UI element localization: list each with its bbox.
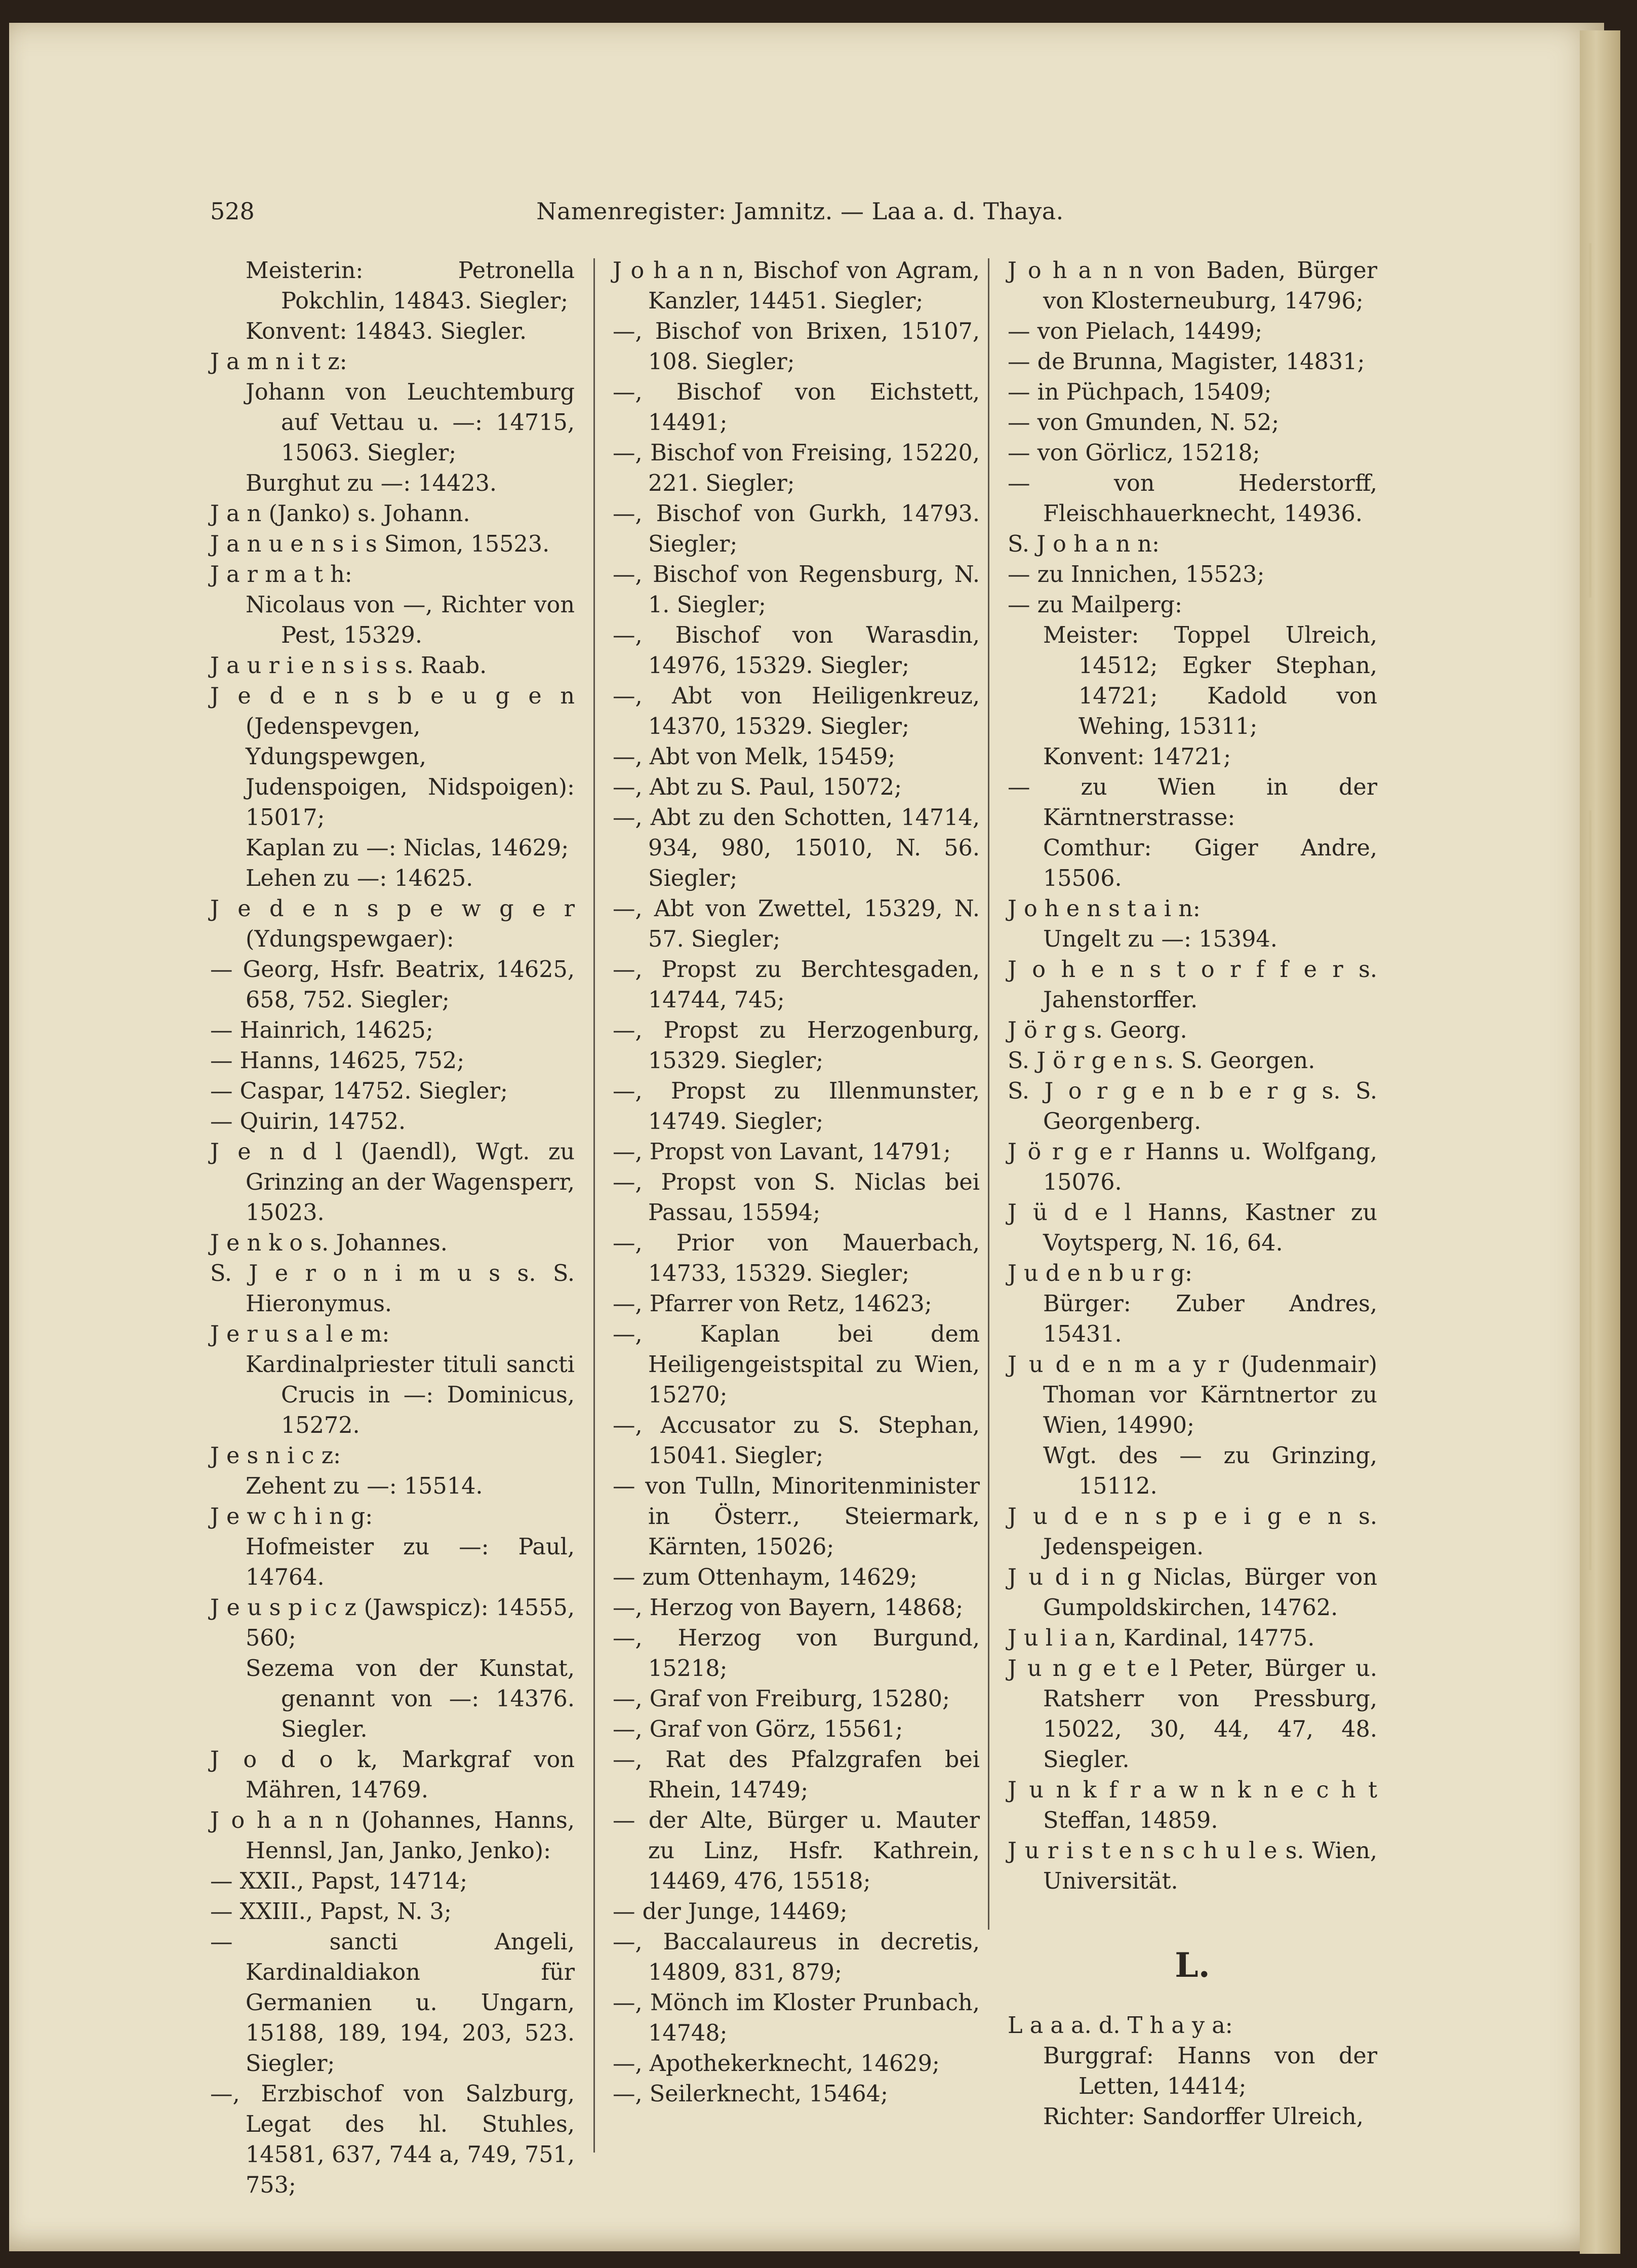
index-entry: J e n d l (Jaendl), Wgt. zu Grinzing an der Wagensperr, 15023.: [210, 1139, 575, 1226]
index-entry: —, Abt zu den Schotten, 14714, 934, 980, 15010, N. 56. Siegler;: [613, 805, 980, 891]
index-entry: S. J o r g e n b e r g s. S. Georgenberg.: [1008, 1078, 1377, 1135]
index-entry: J o h a n n (Johannes, Hanns, Hennsl, Jan, Janko, Jenko):: [210, 1808, 575, 1864]
index-entry: Comthur: Giger Andre, 15506.: [1043, 835, 1377, 891]
index-entry: Bürger: Zuber Andres, 15431.: [1043, 1291, 1377, 1347]
index-entry: —, Bischof von Brixen, 15107, 108. Siegler;: [613, 319, 980, 375]
index-entry: — der Alte, Bürger u. Mauter zu Linz, Hsfr. Kathrein, 14469, 476, 15518;: [613, 1808, 980, 1894]
index-entry: — XXIII., Papst, N. 3;: [210, 1899, 452, 1925]
index-entry: J a u r i e n s i s s. Raab.: [210, 653, 487, 679]
index-entry: —, Propst zu Berchtesgaden, 14744, 745;: [613, 957, 980, 1013]
index-entry: Richter: Sandorffer Ulreich,: [1043, 2104, 1364, 2130]
index-entry: —, Bischof von Regensburg, N. 1. Siegler;: [613, 562, 980, 618]
index-entry: —, Bischof von Warasdin, 14976, 15329. Siegler;: [613, 622, 980, 679]
index-entry: —, Propst zu Herzogenburg, 15329. Siegler;: [613, 1018, 980, 1074]
index-entry: —, Propst von S. Niclas bei Passau, 15594;: [613, 1169, 980, 1226]
index-entry: Kardinalpriester tituli sancti Crucis in —: Dominicus, 15272.: [246, 1352, 575, 1438]
index-entry: J e s n i c z:: [210, 1443, 341, 1469]
index-entry: —, Propst zu Illenmunster, 14749. Siegler;: [613, 1078, 980, 1135]
index-entry: —, Herzog von Bayern, 14868;: [613, 1595, 964, 1621]
index-entry: —, Graf von Freiburg, 15280;: [613, 1686, 950, 1712]
index-entry: S. J o h a n n:: [1008, 531, 1160, 557]
index-entry: Konvent: 14721;: [1043, 744, 1231, 770]
index-entry: — Quirin, 14752.: [210, 1109, 406, 1135]
index-entry: J a n (Janko) s. Johann.: [210, 501, 470, 527]
index-entry: — von Görlicz, 15218;: [1008, 440, 1260, 466]
index-entry: J u d e n m a y r (Judenmair) Thoman vor Kärntnertor zu Wien, 14990;: [1008, 1352, 1377, 1438]
index-entry: J u r i s t e n s c h u l e s. Wien, Universität.: [1008, 1838, 1377, 1894]
index-entry: J e d e n s p e w g e r (Ydungspewgaer):: [210, 896, 575, 952]
index-entry: —, Accusator zu S. Stephan, 15041. Siegler;: [613, 1413, 980, 1469]
index-entry: L a a a. d. T h a y a:: [1008, 2013, 1233, 2039]
index-entry: Meister: Toppel Ulreich, 14512; Egker Stephan, 14721; Kadold von Wehing, 15311;: [1043, 622, 1377, 739]
index-entry: — von Pielach, 14499;: [1008, 319, 1263, 344]
index-entry: —, Apothekerknecht, 14629;: [613, 2051, 940, 2077]
index-entry: — von Tulln, Minoritenminister in Österr., Steiermark, Kärnten, 15026;: [613, 1473, 980, 1560]
index-entry: — von Hederstorff, Fleischhauerknecht, 14936.: [1008, 471, 1377, 527]
index-entry: — sancti Angeli, Kardinaldiakon für Germanien u. Ungarn, 15188, 189, 194, 203, 523. Siegler;: [210, 1929, 575, 2077]
index-entry: J o h e n s t a i n:: [1008, 896, 1201, 922]
index-entry: J a r m a t h:: [210, 562, 352, 588]
index-entry: S. J ö r g e n s. S. Georgen.: [1008, 1048, 1315, 1074]
index-entry: J ö r g e r Hanns u. Wolfgang, 15076.: [1008, 1139, 1377, 1195]
index-entry: J u d e n s p e i g e n s. Jedenspeigen.: [1008, 1504, 1377, 1560]
index-entry: —, Bischof von Freising, 15220, 221. Siegler;: [613, 440, 980, 496]
binding-thread: [1589, 810, 1591, 1570]
column-divider: [593, 258, 595, 2153]
index-entry: —, Baccalaureus in decretis, 14809, 831, 879;: [613, 1929, 980, 1985]
index-entry: — zu Innichen, 15523;: [1008, 562, 1265, 588]
index-entry: J e n k o s. Johannes.: [210, 1230, 448, 1256]
page-number: 528: [210, 198, 255, 225]
index-entry: J o h e n s t o r f f e r s. Jahenstorffer.: [1008, 957, 1377, 1013]
index-entry: —, Erzbischof von Salzburg, Legat des hl. Stuhles, 14581, 637, 744 a, 749, 751, 753;: [210, 2081, 575, 2198]
index-entry: Meisterin: Petronella Pokchlin, 14843. Siegler;: [246, 258, 575, 314]
index-entry: — Hainrich, 14625;: [210, 1018, 433, 1043]
index-entry: —, Abt von Zwettel, 15329, N. 57. Siegler;: [613, 896, 980, 952]
index-entry: — von Gmunden, N. 52;: [1008, 410, 1280, 436]
index-entry: Johann von Leuchtemburg auf Vettau u. —: 14715, 15063. Siegler;: [246, 379, 575, 466]
binding-edge: [1580, 30, 1620, 2254]
index-entry: Sezema von der Kunstat, genannt von —: 14376. Siegler.: [246, 1656, 575, 1742]
index-entry: — de Brunna, Magister, 14831;: [1008, 349, 1365, 375]
index-entry: — Caspar, 14752. Siegler;: [210, 1078, 508, 1104]
index-entry: Hofmeister zu —: Paul, 14764.: [246, 1534, 575, 1590]
index-entry: —, Abt zu S. Paul, 15072;: [613, 774, 902, 800]
index-entry: — zu Wien in der Kärntnerstrasse:: [1008, 774, 1377, 831]
index-entry: — Georg, Hsfr. Beatrix, 14625, 658, 752. Siegler;: [210, 957, 575, 1013]
index-entry: J ü d e l Hanns, Kastner zu Voytsperg, N. 16, 64.: [1008, 1200, 1377, 1256]
index-entry: —, Herzog von Burgund, 15218;: [613, 1625, 980, 1682]
index-entry: —, Rat des Pfalzgrafen bei Rhein, 14749;: [613, 1747, 980, 1803]
index-entry: J u d e n b u r g:: [1008, 1261, 1193, 1286]
index-entry: J u n g e t e l Peter, Bürger u. Ratsherr von Pressburg, 15022, 30, 44, 47, 48. Siegler.: [1008, 1656, 1377, 1773]
index-entry: — Hanns, 14625, 752;: [210, 1048, 465, 1074]
binding-thread: [1589, 243, 1591, 598]
index-entry: Burggraf: Hanns von der Letten, 14414;: [1043, 2043, 1377, 2099]
index-entry: —, Bischof von Eichstett, 14491;: [613, 379, 980, 436]
index-entry: — XXII., Papst, 14714;: [210, 1868, 468, 1894]
index-entry: —, Seilerknecht, 15464;: [613, 2081, 888, 2107]
index-entry: J e d e n s b e u g e n (Jedenspevgen, Ydungspewgen, Judenspoigen, Nidspoigen): 15017;: [210, 683, 575, 831]
index-column-3: [1008, 256, 1377, 2132]
index-entry: Nicolaus von —, Richter von Pest, 15329.: [246, 592, 575, 648]
running-title: Namenregister: Jamnitz. — Laa a. d. Thaya.: [536, 198, 1064, 225]
index-entry: J o h a n n von Baden, Bürger von Klosterneuburg, 14796;: [1008, 258, 1377, 314]
index-entry: J a m n i t z:: [210, 349, 347, 375]
index-entry: J o d o k, Markgraf von Mähren, 14769.: [210, 1747, 575, 1803]
index-entry: —, Abt von Heiligenkreuz, 14370, 15329. Siegler;: [613, 683, 980, 739]
index-entry: Wgt. des — zu Grinzing, 15112.: [1043, 1443, 1377, 1499]
index-entry: Lehen zu —: 14625.: [246, 866, 473, 891]
index-entry: S. J e r o n i m u s s. S. Hieronymus.: [210, 1261, 575, 1317]
index-entry: J e r u s a l e m:: [210, 1321, 390, 1347]
index-entry: J ö r g s. Georg.: [1008, 1018, 1187, 1043]
index-entry: J u d i n g Niclas, Bürger von Gumpoldskirchen, 14762.: [1008, 1565, 1377, 1621]
index-entry: —, Prior von Mauerbach, 14733, 15329. Siegler;: [613, 1230, 980, 1286]
section-heading: L.: [1175, 1945, 1210, 1985]
index-entry: Ungelt zu —: 15394.: [1043, 926, 1277, 952]
index-entry: J e u s p i c z (Jawspicz): 14555, 560;: [210, 1595, 575, 1651]
index-entry: J u l i a n, Kardinal, 14775.: [1008, 1625, 1315, 1651]
index-column-2: [613, 256, 980, 2109]
index-entry: —, Bischof von Gurkh, 14793. Siegler;: [613, 501, 980, 557]
index-entry: Konvent: 14843. Siegler.: [246, 319, 527, 344]
index-entry: —, Graf von Görz, 15561;: [613, 1716, 903, 1742]
index-entry: J u n k f r a w n k n e c h t Steffan, 14859.: [1008, 1777, 1377, 1833]
index-entry: — in Püchpach, 15409;: [1008, 379, 1272, 405]
column-divider: [988, 258, 989, 1930]
index-entry: —, Abt von Melk, 15459;: [613, 744, 896, 770]
index-entry: —, Pfarrer von Retz, 14623;: [613, 1291, 932, 1317]
index-entry: — der Junge, 14469;: [613, 1899, 848, 1925]
index-entry: —, Mönch im Kloster Prunbach, 14748;: [613, 1990, 980, 2046]
index-entry: —, Kaplan bei dem Heiligengeistspital zu Wien, 15270;: [613, 1321, 980, 1408]
index-entry: — zu Mailperg:: [1008, 592, 1183, 618]
index-entry: Burghut zu —: 14423.: [246, 471, 497, 496]
index-entry: — zum Ottenhaym, 14629;: [613, 1565, 917, 1590]
index-entry: —, Propst von Lavant, 14791;: [613, 1139, 951, 1165]
index-entry: J o h a n n, Bischof von Agram, Kanzler, 14451. Siegler;: [613, 258, 980, 314]
index-entry: Zehent zu —: 15514.: [246, 1473, 483, 1499]
running-header: [210, 198, 1390, 233]
index-entry: J e w c h i n g:: [210, 1504, 373, 1530]
index-column-1: [210, 256, 575, 2201]
index-entry: J a n u e n s i s Simon, 15523.: [210, 531, 550, 557]
index-entry: Kaplan zu —: Niclas, 14629;: [246, 835, 569, 861]
